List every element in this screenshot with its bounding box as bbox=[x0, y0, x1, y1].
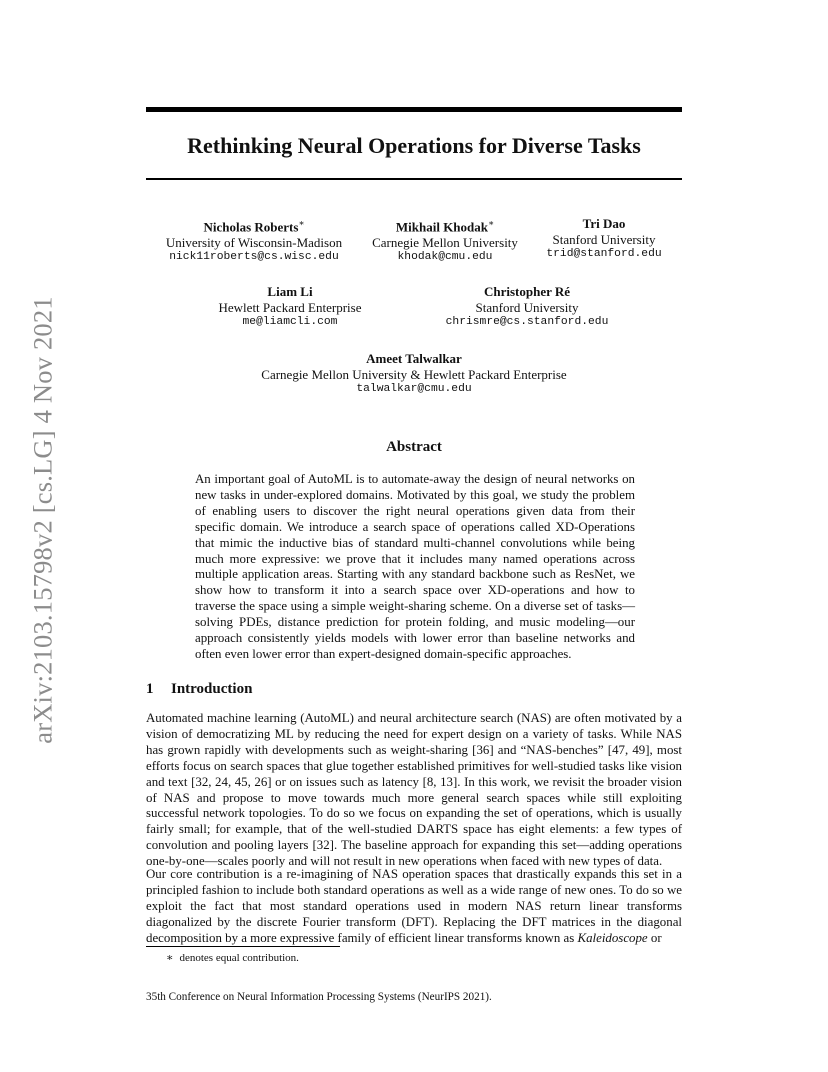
intro-paragraph-1: Automated machine learning (AutoML) and neural architecture search (NAS) are often motivated by a vision of democratizing ML by reducing the need for expert design on a variety of tasks. While NAS has grown rapidly with developments such as weight-sharing [36] and “NAS-benches” [47, 49], most efforts focus on search spaces that glue together established primitives for well-studied tasks like vision and text [32, 24, 45, 26] or on issues such as latency [8, 13]. In this work, we revisit the broader vision of NAS and propose to move towards much more general search spaces while still exploiting successful network topologies. To do so we focus on expanding the set of operations, which is usually fairly small; for example, that of the well-studied DARTS space has eight elements: a few types of convolution and pooling layers [32]. The baseline approach for expanding this set—adding operations one-by-one—scales poorly and will not result in new operations when faced with new types of data. bbox=[146, 711, 682, 869]
section-heading bbox=[146, 680, 252, 698]
footnote bbox=[166, 951, 299, 965]
author-block bbox=[190, 284, 390, 331]
author-email[interactable]: me@liamcli.com bbox=[242, 316, 338, 328]
section-number: 1 bbox=[146, 681, 154, 697]
author-block bbox=[530, 216, 678, 263]
abstract-heading: Abstract bbox=[386, 439, 442, 455]
author-name: Liam Li bbox=[267, 284, 313, 299]
author-name: Nicholas Roberts∗ bbox=[203, 218, 305, 235]
intro-paragraph-2 bbox=[146, 867, 682, 947]
author-name: Ameet Talwalkar bbox=[366, 351, 462, 366]
equal-contribution-mark: ∗ bbox=[488, 218, 495, 228]
equal-contribution-mark: ∗ bbox=[298, 218, 305, 228]
abstract-body: An important goal of AutoML is to automate-away the design of neural networks on new tasks in under-explored domains. Motivated by this goal, we study the problem of enabling users to discover the right neural operations given data from their specific domain. We introduce a search space of operations called XD-Operations that mimic the inductive bias of standard multi-channel convolutions while being much more expressive: we prove that it includes many named operations across multiple application areas. Starting with any standard backbone such as ResNet, we show how to transform it into a search space over XD-operations and how to traverse the space using a simple weight-sharing scheme. On a diverse set of tasks—solving PDEs, distance prediction for protein folding, and music modeling—our approach consistently yields models with lower error than baseline networks and often even lower error than expert-designed domain-specific approaches. bbox=[195, 472, 635, 661]
author-name: Mikhail Khodak∗ bbox=[395, 218, 495, 235]
footnote-text: denotes equal contribution. bbox=[179, 952, 299, 964]
author-affiliation: University of Wisconsin-Madison bbox=[165, 234, 343, 250]
author-block bbox=[420, 284, 634, 331]
author-affiliation: Stanford University bbox=[475, 299, 579, 315]
author-affiliation: Stanford University bbox=[552, 231, 656, 247]
footnote-mark: ∗ bbox=[166, 952, 174, 964]
paper-title: Rethinking Neural Operations for Diverse Tasks bbox=[187, 133, 641, 158]
author-name: Christopher Ré bbox=[483, 284, 571, 299]
author-email[interactable]: talwalkar@cmu.edu bbox=[356, 383, 472, 395]
author-affiliation: Carnegie Mellon University & Hewlett Packard Enterprise bbox=[261, 366, 567, 382]
author-email[interactable]: nick11roberts@cs.wisc.edu bbox=[169, 251, 339, 264]
footnote-rule bbox=[146, 946, 340, 947]
author-block bbox=[148, 216, 360, 266]
paragraph-text: Our core contribution is a re-imagining of NAS operation spaces that drastically expands this set in a principled fashion to include both standard operations as well as a wide range of new ones. To do so we exploit the fact that most standard operations used in modern NAS return linear transforms diagonalized by the discrete Fourier transform (DFT). Replacing the DFT matrices in the diagonal decomposition by a more expressive family of efficient linear transforms known as bbox=[146, 867, 682, 945]
emphasized-term: Kaleidoscope bbox=[577, 930, 648, 945]
author-email[interactable]: chrismre@cs.stanford.edu bbox=[445, 316, 609, 328]
conference-notice: 35th Conference on Neural Information Processing Systems (NeurIPS 2021). bbox=[146, 991, 492, 1003]
author-email[interactable]: khodak@cmu.edu bbox=[397, 251, 493, 264]
author-affiliation: Hewlett Packard Enterprise bbox=[218, 299, 362, 315]
author-email[interactable]: trid@stanford.edu bbox=[546, 248, 662, 260]
author-affiliation: Carnegie Mellon University bbox=[372, 234, 518, 250]
paragraph-text-tail: or bbox=[647, 930, 662, 945]
title-top-rule bbox=[146, 107, 682, 112]
author-block bbox=[360, 216, 530, 266]
title-bottom-rule bbox=[146, 178, 682, 180]
section-title: Introduction bbox=[171, 681, 253, 697]
arxiv-identifier-stamp: arXiv:2103.15798v2 [cs.LG] 4 Nov 2021 bbox=[27, 296, 58, 744]
author-block bbox=[214, 351, 614, 398]
author-name: Tri Dao bbox=[582, 216, 626, 231]
